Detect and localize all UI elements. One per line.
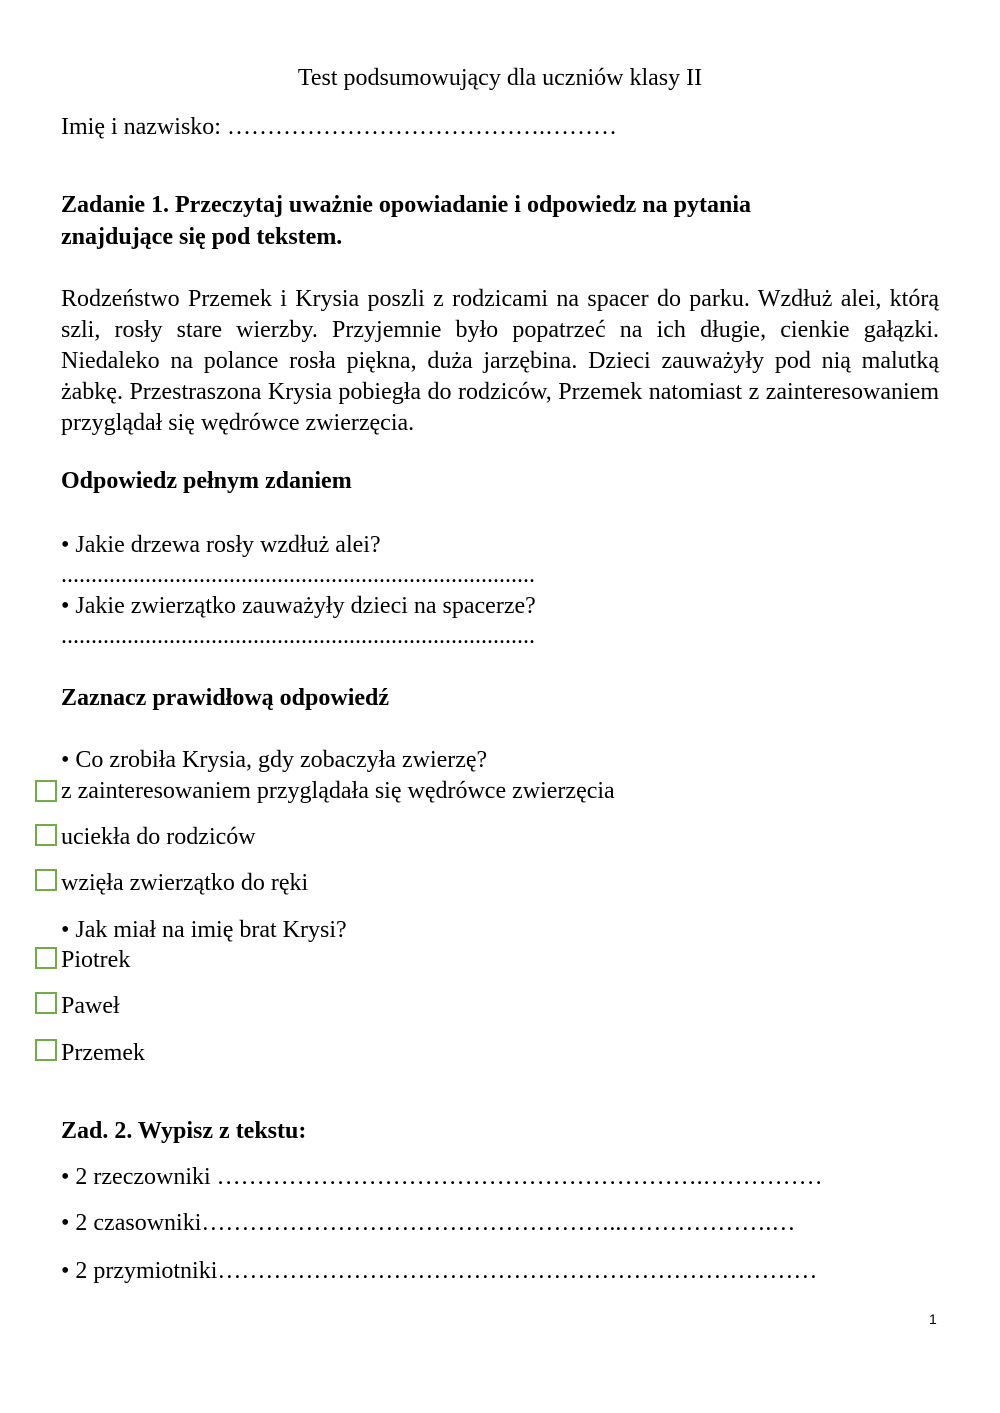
name-field[interactable]: Imię i nazwisko: ………………………………….……… (61, 114, 617, 140)
question-animal: • Jakie zwierzątko zauważyły dzieci na spacerze? (61, 593, 536, 619)
question-brother-name: • Jak miał na imię brat Krysi? (61, 917, 347, 943)
question-trees: • Jakie drzewa rosły wzdłuż alei? (61, 532, 381, 558)
option-przemek: Przemek (61, 1040, 145, 1066)
question-krysia-action: • Co zrobiła Krysia, gdy zobaczyła zwierzę? (61, 747, 488, 773)
choice-heading: Zaznacz prawidłową odpowiedź (61, 685, 390, 711)
option-pawel: Paweł (61, 993, 120, 1019)
task2-item-verbs[interactable]: • 2 czasowniki……………………………………………..……………….… (61, 1210, 796, 1236)
checkbox-option-pawel[interactable] (35, 992, 57, 1014)
task2-heading: Zad. 2. Wypisz z tekstu: (61, 1118, 307, 1144)
task2-item-nouns[interactable]: • 2 rzeczowniki …………………………………………………….…………… (61, 1164, 823, 1190)
checkbox-option-ran-to-parents[interactable] (35, 824, 57, 846)
checkbox-option-observed[interactable] (35, 780, 57, 802)
checkbox-option-piotrek[interactable] (35, 947, 57, 969)
task1-heading-line1: Zadanie 1. Przeczytaj uważnie opowiadanie i odpowiedz na pytania (61, 192, 752, 218)
option-ran-to-parents: uciekła do rodziców (61, 824, 256, 850)
full-sentence-heading: Odpowiedz pełnym zdaniem (61, 468, 352, 494)
option-observed: z zainteresowaniem przyglądała się wędrówce zwierzęcia (61, 778, 615, 804)
answer-line-trees[interactable]: ............................................................................... (61, 562, 535, 588)
checkbox-option-took-animal[interactable] (35, 869, 57, 891)
answer-line-animal[interactable]: ............................................................................... (61, 623, 535, 649)
story-text: Rodzeństwo Przemek i Krysia poszli z rodzicami na spacer do parku. Wzdłuż alei, którą szli, rosły stare wierzby. Przyjemnie było popatrzeć na ich długie, cienkie gałązki. Niedaleko na polance rosła piękna, duża jarzębina. Dzieci zauważyły pod nią malutką żabkę. Przestraszona Krysia pobiegła do rodziców, Przemek natomiast z zainteresowaniem przyglądał się wędrówce zwierzęcia. (61, 286, 939, 436)
task1-heading-line2: znajdujące się pod tekstem. (61, 224, 343, 250)
page-number: 1 (929, 1311, 937, 1327)
task2-item-adjectives[interactable]: • 2 przymiotniki………………………………………………………………… (61, 1258, 818, 1284)
page-title: Test podsumowujący dla uczniów klasy II (297, 65, 703, 91)
option-took-animal: wzięła zwierzątko do ręki (61, 870, 309, 896)
checkbox-option-przemek[interactable] (35, 1039, 57, 1061)
option-piotrek: Piotrek (61, 947, 131, 973)
